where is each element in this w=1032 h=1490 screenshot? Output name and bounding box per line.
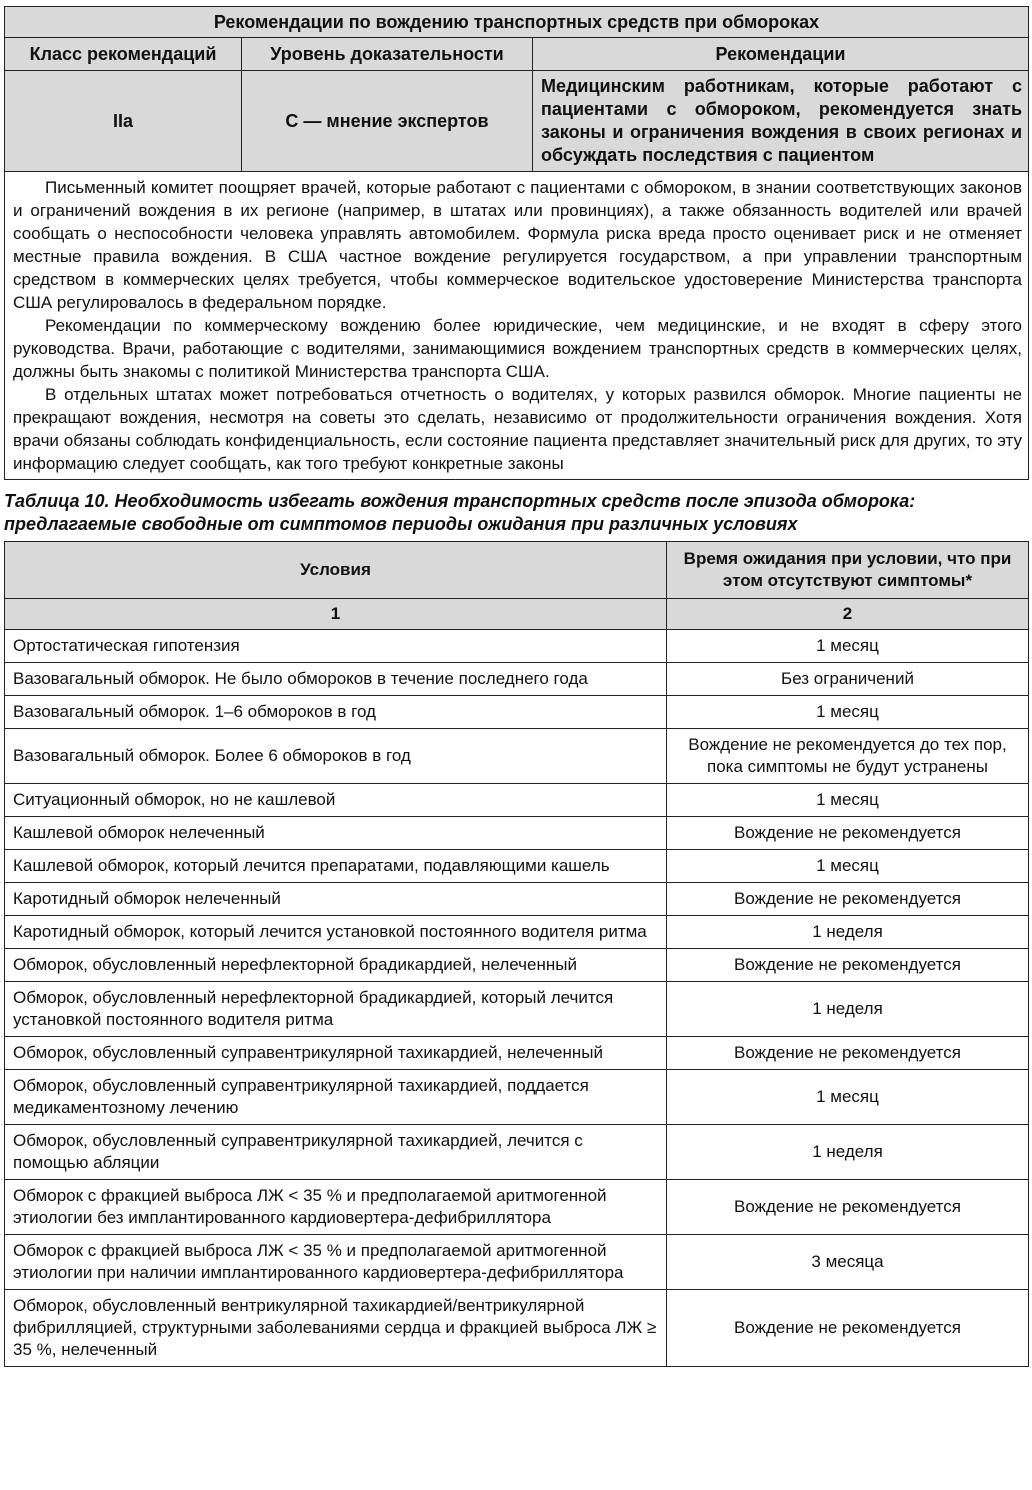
condition-cell: Обморок с фракцией выброса ЛЖ < 35 % и предполагаемой аритмогенной этиологии при наличии имплантированного кардиовертера-дефибриллятора <box>5 1235 667 1290</box>
condition-cell: Обморок, обусловленный суправентрикулярной тахикардией, нелеченный <box>5 1037 667 1070</box>
table-row <box>5 1037 1029 1070</box>
condition-cell: Ортостатическая гипотензия <box>5 630 667 663</box>
table-row <box>5 1235 1029 1290</box>
waiting-periods-body <box>5 630 1029 1367</box>
table-row <box>5 1125 1029 1180</box>
table-row <box>5 696 1029 729</box>
column-number: 2 <box>667 599 1029 630</box>
condition-cell: Обморок, обусловленный вентрикулярной тахикардией/вентрикулярной фибрилляцией, структурными заболеваниями сердца и фракцией выброса ЛЖ ≥ 35 %, нелеченный <box>5 1290 667 1367</box>
table-row <box>5 663 1029 696</box>
waiting-periods-table <box>4 541 1029 1367</box>
table-row <box>5 1180 1029 1235</box>
waiting-time-cell: 1 месяц <box>667 630 1029 663</box>
waiting-time-cell: Вождение не рекомендуется <box>667 949 1029 982</box>
waiting-time-cell: 1 месяц <box>667 850 1029 883</box>
table-row <box>5 982 1029 1037</box>
waiting-time-cell: Вождение не рекомендуется <box>667 817 1029 850</box>
table-row <box>5 817 1029 850</box>
commentary-paragraph: Письменный комитет поощряет врачей, которые работают с пациентами с обмороком, в знании соответствующих законов и ограничений вождения в их регионе (например, в штатах или провинциях), а также обязанность водителей или врачей сообщать о неспособности человека управлять автомобилем. Формула риска вреда просто оценивает риск и не отменяет местные правила вождения. В США частное вождение регулируется государством, а при управлении транспортным средством в коммерческих целях требуется, чтобы коммерческое водительское удостоверение Министерства транспорта США регулировалось в федеральном порядке. <box>13 178 1023 312</box>
recommendation-class: IIa <box>5 71 242 172</box>
condition-cell: Обморок, обусловленный нерефлекторной брадикардией, который лечится установкой постоянного водителя ритма <box>5 982 667 1037</box>
table-row <box>5 916 1029 949</box>
waiting-time-cell: 1 месяц <box>667 784 1029 817</box>
header-conditions: Условия <box>5 542 667 599</box>
waiting-time-cell: Вождение не рекомендуется <box>667 883 1029 916</box>
table-row <box>5 850 1029 883</box>
header-class: Класс рекомендаций <box>5 38 242 71</box>
commentary-paragraph: Рекомендации по коммерческому вождению более юридические, чем медицинские, и не входят в сферу этого руководства. Врачи, работающие с водителями, занимающимися вождением транспортных средств в коммерческих целях, должны быть знакомы с политикой Министерства транспорта США. <box>13 316 1023 381</box>
caption-line: предлагаемые свободные от симптомов периоды ожидания при различных условиях <box>4 514 798 534</box>
table-row <box>5 784 1029 817</box>
condition-cell: Кашлевой обморок, который лечится препаратами, подавляющими кашель <box>5 850 667 883</box>
condition-cell: Вазовагальный обморок. Не было обмороков в течение последнего года <box>5 663 667 696</box>
waiting-time-cell: Вождение не рекомендуется <box>667 1180 1029 1235</box>
waiting-time-cell: 3 месяца <box>667 1235 1029 1290</box>
commentary-paragraph: В отдельных штатах может потребоваться отчетность о водителях, у которых развился обморок. Многие пациенты не прекращают вождения, несмотря на советы это сделать, независимо от продолжительности ограничения вождения. Хотя врачи обязаны соблюдать конфиденциальность, если состояние пациента представляет значительный риск для других, то эту информацию следует сообщать, как того требуют конкретные законы <box>13 385 1023 473</box>
waiting-time-cell: Без ограничений <box>667 663 1029 696</box>
column-number: 1 <box>5 599 667 630</box>
header-recommendations: Рекомендации <box>533 38 1029 71</box>
condition-cell: Каротидный обморок нелеченный <box>5 883 667 916</box>
table-row <box>5 1290 1029 1367</box>
waiting-time-cell: 1 неделя <box>667 982 1029 1037</box>
table-row <box>5 1070 1029 1125</box>
waiting-time-cell: 1 месяц <box>667 696 1029 729</box>
condition-cell: Кашлевой обморок нелеченный <box>5 817 667 850</box>
header-level: Уровень доказательности <box>242 38 533 71</box>
recommendation-level: С — мнение экспертов <box>242 71 533 172</box>
condition-cell: Ситуационный обморок, но не кашлевой <box>5 784 667 817</box>
recommendations-table <box>4 6 1029 480</box>
condition-cell: Вазовагальный обморок. Более 6 обмороков в год <box>5 729 667 784</box>
recommendations-title: Рекомендации по вождению транспортных средств при обмороках <box>5 7 1029 38</box>
condition-cell: Каротидный обморок, который лечится установкой постоянного водителя ритма <box>5 916 667 949</box>
condition-cell: Обморок, обусловленный нерефлекторной брадикардией, нелеченный <box>5 949 667 982</box>
table-row <box>5 883 1029 916</box>
table-row <box>5 949 1029 982</box>
condition-cell: Обморок, обусловленный суправентрикулярной тахикардией, поддается медикаментозному лечению <box>5 1070 667 1125</box>
caption-line: Таблица 10. Необходимость избегать вождения транспортных средств после эпизода обморока: <box>4 491 916 511</box>
condition-cell: Обморок с фракцией выброса ЛЖ < 35 % и предполагаемой аритмогенной этиологии без имплантированного кардиовертера-дефибриллятора <box>5 1180 667 1235</box>
header-waiting-time: Время ожидания при условии, что при этом отсутствуют симптомы* <box>667 542 1029 599</box>
recommendation-text: Медицинским работникам, которые работают с пациентами с обмороком, рекомендуется знать законы и ограничения вождения в своих регионах и обсуждать последствия с пациентом <box>533 71 1029 172</box>
waiting-time-cell: 1 месяц <box>667 1070 1029 1125</box>
condition-cell: Вазовагальный обморок. 1–6 обмороков в год <box>5 696 667 729</box>
waiting-time-cell: 1 неделя <box>667 1125 1029 1180</box>
commentary <box>5 172 1029 480</box>
waiting-time-cell: 1 неделя <box>667 916 1029 949</box>
waiting-time-cell: Вождение не рекомендуется <box>667 1037 1029 1070</box>
table-row <box>5 630 1029 663</box>
waiting-time-cell: Вождение не рекомендуется до тех пор, пока симптомы не будут устранены <box>667 729 1029 784</box>
table-row <box>5 729 1029 784</box>
waiting-time-cell: Вождение не рекомендуется <box>667 1290 1029 1367</box>
table-caption <box>4 490 1028 536</box>
condition-cell: Обморок, обусловленный суправентрикулярной тахикардией, лечится с помощью абляции <box>5 1125 667 1180</box>
